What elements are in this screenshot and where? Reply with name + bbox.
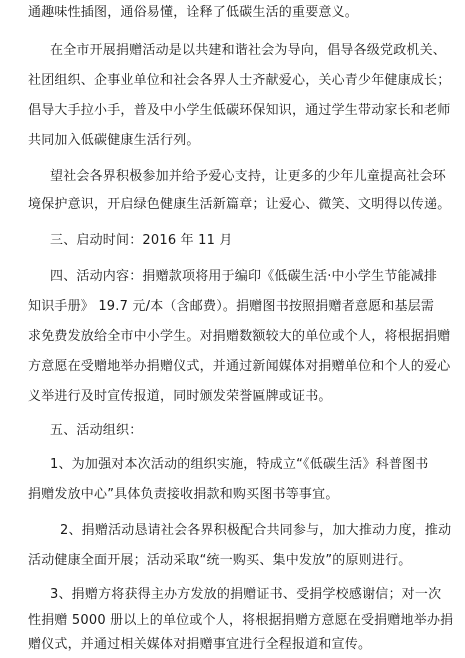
text-line: 方意愿在受赠地举办捐赠仪式，并通过新闻媒体对捐赠单位和个人的爱心 <box>28 359 451 374</box>
text-line: 社团组织、企事业单位和社会各界人士齐献爱心，关心青少年健康成长； <box>28 73 451 88</box>
text-line: 倡导大手拉小手，普及中小学生低碳环保知识，通过学生带动家长和老师 <box>28 103 451 118</box>
text-line: 望社会各界积极参加并给予爱心支持，让更多的少年儿童提高社会环 <box>50 169 447 184</box>
text-line: 捐赠发放中心”具体负责接收捐款和购买图书等事宜。 <box>28 487 339 502</box>
text-line: 性捐赠 5000 册以上的单位或个人，将根据捐赠方意愿在受捐赠地举办捐 <box>28 613 454 628</box>
text-line: 共同加入低碳健康生活行列。 <box>28 133 200 148</box>
text-line: 义举进行及时宣传报道，同时颁发荣誉匾牌或证书。 <box>28 389 332 404</box>
section-heading: 四、活动内容：捐赠款项将用于编印《低碳生活·中小学生节能减排 <box>50 269 438 284</box>
section-heading: 三、启动时间：2016 年 11 月 <box>50 233 233 248</box>
list-item: 1、为加强对本次活动的组织实施，特成立“《低碳生活》科普图书 <box>50 457 429 472</box>
list-item: 2、捐赠活动恳请社会各界积极配合共同参与，加大推动力度，推动 <box>60 523 452 538</box>
text-line: 活动健康全面开展；活动采取“统一购买、集中发放”的原则进行。 <box>28 553 412 568</box>
text-line: 求免费发放给全市中小学生。对捐赠数额较大的单位或个人，将根据捐赠 <box>28 329 451 344</box>
text-line: 在全市开展捐赠活动是以共建和谐社会为导向，倡导各级党政机关、 <box>50 43 447 58</box>
text-line: 知识手册》 19.7 元/本（含邮费）。捐赠图书按照捐赠者意愿和基层需 <box>28 299 435 314</box>
text-line: 赠仪式，并通过相关媒体对捐赠事宜进行全程报道和宣传。 <box>28 637 372 652</box>
section-heading: 五、活动组织： <box>50 423 143 438</box>
text-line: 通趣味性插图，通俗易懂，诠释了低碳生活的重要意义。 <box>28 5 359 20</box>
list-item: 3、捐赠方将获得主办方发放的捐赠证书、受捐学校感谢信；对一次 <box>50 587 442 602</box>
text-line: 境保护意识，开启绿色健康生活新篇章；让爱心、微笑、文明得以传递。 <box>28 197 451 212</box>
